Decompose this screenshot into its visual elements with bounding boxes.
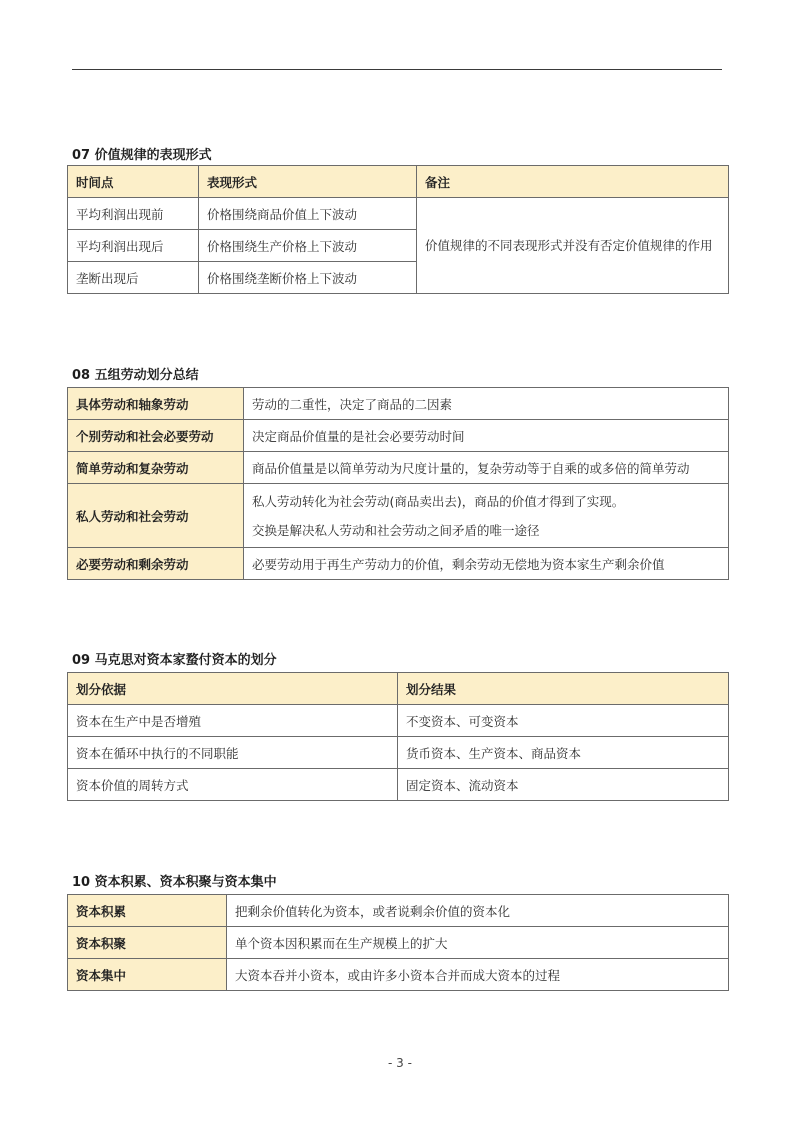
labor-desc-line-1: 私人劳动转化为社会劳动(商品卖出去)，商品的价值才得到了实现。 bbox=[252, 493, 625, 509]
labor-pair-cell: 个别劳动和社会必要劳动 bbox=[68, 420, 244, 452]
table-row bbox=[68, 959, 729, 991]
labor-pair-cell: 私人劳动和社会劳动 bbox=[68, 484, 244, 548]
labor-division-table bbox=[67, 387, 729, 580]
time-point-cell: 平均利润出现后 bbox=[68, 230, 199, 262]
basis-cell: 资本价值的周转方式 bbox=[68, 769, 398, 801]
page-number: - 3 - bbox=[388, 1056, 412, 1070]
time-point-cell: 垄断出现后 bbox=[68, 262, 199, 294]
form-cell: 价格围绕垄断价格上下波动 bbox=[199, 262, 417, 294]
result-cell: 不变资本、可变资本 bbox=[398, 705, 729, 737]
section-07-title: 07 价值规律的表现形式 bbox=[72, 148, 212, 163]
table-row bbox=[68, 420, 729, 452]
definition-cell: 单个资本因积累而在生产规模上的扩大 bbox=[227, 927, 729, 959]
time-point-cell: 平均利润出现前 bbox=[68, 198, 199, 230]
value-law-table bbox=[67, 165, 729, 294]
definition-cell: 把剩余价值转化为资本，或者说剩余价值的资本化 bbox=[227, 895, 729, 927]
table-row bbox=[68, 705, 729, 737]
header-result: 划分结果 bbox=[398, 673, 729, 705]
result-cell: 货币资本、生产资本、商品资本 bbox=[398, 737, 729, 769]
labor-desc-cell bbox=[244, 484, 729, 548]
table-row bbox=[68, 388, 729, 420]
labor-desc-cell: 必要劳动用于再生产劳动力的价值，剩余劳动无偿地为资本家生产剩余价值 bbox=[244, 548, 729, 580]
section-10-title: 10 资本积累、资本积聚与资本集中 bbox=[72, 875, 277, 890]
term-cell: 资本集中 bbox=[68, 959, 227, 991]
labor-desc-cell: 劳动的二重性，决定了商品的二因素 bbox=[244, 388, 729, 420]
result-cell: 固定资本、流动资本 bbox=[398, 769, 729, 801]
header-time-point: 时间点 bbox=[68, 166, 199, 198]
form-cell: 价格围绕生产价格上下波动 bbox=[199, 230, 417, 262]
basis-cell: 资本在循环中执行的不同职能 bbox=[68, 737, 398, 769]
header-note: 备注 bbox=[417, 166, 729, 198]
labor-desc-line-2: 交换是解决私人劳动和社会劳动之间矛盾的唯一途径 bbox=[252, 522, 540, 538]
table-row bbox=[68, 198, 729, 230]
labor-pair-cell: 必要劳动和剩余劳动 bbox=[68, 548, 244, 580]
labor-desc-cell: 商品价值量是以简单劳动为尺度计量的，复杂劳动等于自乘的或多倍的简单劳动 bbox=[244, 452, 729, 484]
capital-accumulation-table bbox=[67, 894, 729, 991]
note-cell: 价值规律的不同表现形式并没有否定价值规律的作用 bbox=[417, 198, 729, 294]
header-form: 表现形式 bbox=[199, 166, 417, 198]
labor-pair-cell: 具体劳动和轴象劳动 bbox=[68, 388, 244, 420]
form-cell: 价格围绕商品价值上下波动 bbox=[199, 198, 417, 230]
table-row bbox=[68, 895, 729, 927]
table-row bbox=[68, 737, 729, 769]
table-row bbox=[68, 927, 729, 959]
table-row bbox=[68, 769, 729, 801]
top-rule bbox=[72, 69, 722, 70]
term-cell: 资本积累 bbox=[68, 895, 227, 927]
table-row bbox=[68, 548, 729, 580]
section-09-title: 09 马克思对资本家蝥付资本的划分 bbox=[72, 653, 277, 668]
header-basis: 划分依据 bbox=[68, 673, 398, 705]
table-header-row bbox=[68, 166, 729, 198]
table-row bbox=[68, 452, 729, 484]
table-header-row bbox=[68, 673, 729, 705]
table-row bbox=[68, 484, 729, 548]
labor-pair-cell: 简单劳动和复杂劳动 bbox=[68, 452, 244, 484]
capital-division-table bbox=[67, 672, 729, 801]
labor-desc-cell: 决定商品价值量的是社会必要劳动时间 bbox=[244, 420, 729, 452]
term-cell: 资本积聚 bbox=[68, 927, 227, 959]
basis-cell: 资本在生产中是否增殖 bbox=[68, 705, 398, 737]
section-08-title: 08 五组劳动划分总结 bbox=[72, 368, 199, 383]
definition-cell: 大资本吞并小资本，或由许多小资本合并而成大资本的过程 bbox=[227, 959, 729, 991]
